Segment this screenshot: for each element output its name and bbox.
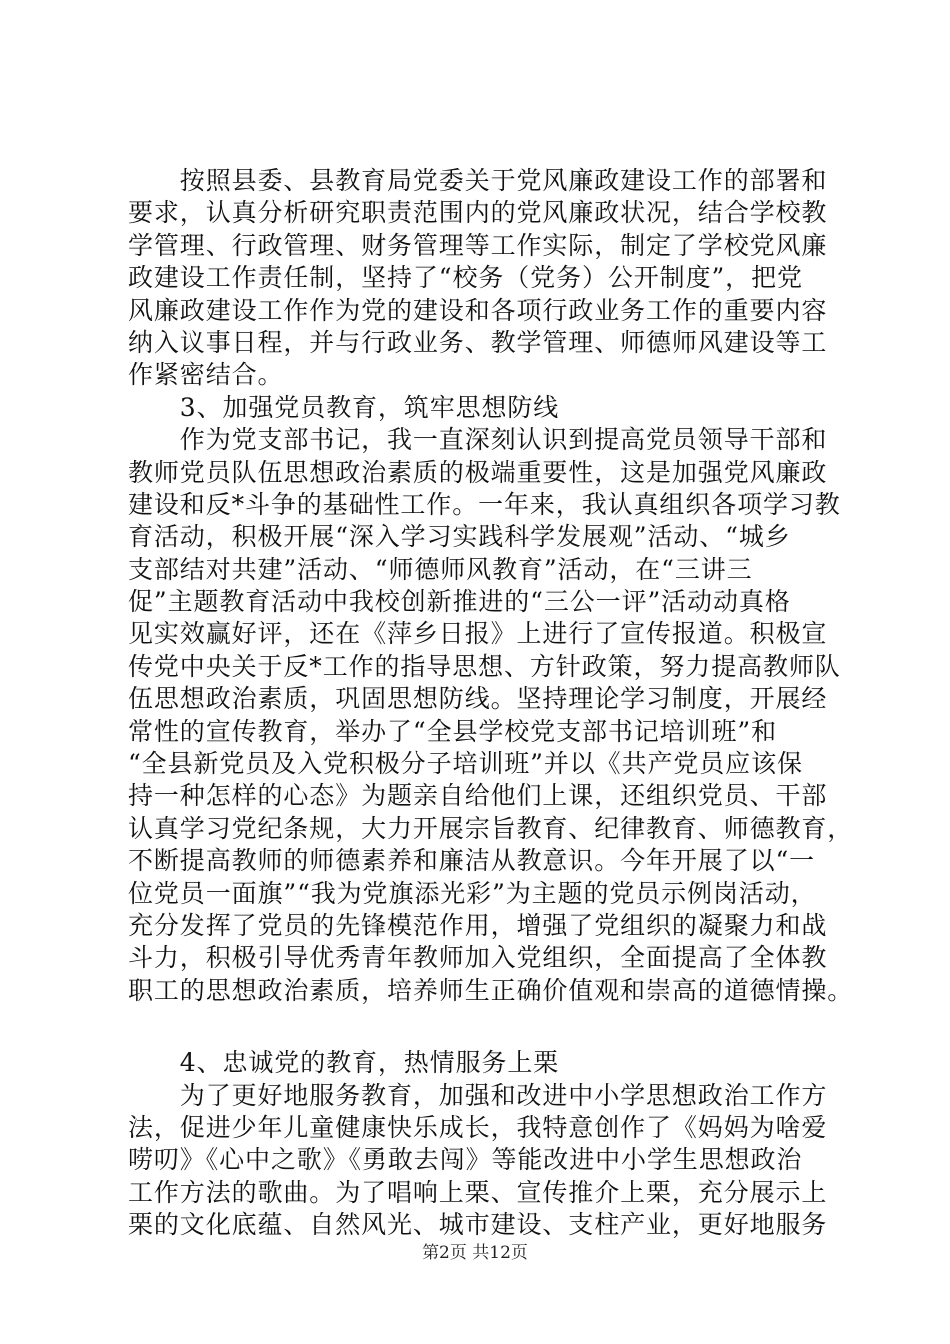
text-line: 伍思想政治素质，巩固思想防线。坚持理论学习制度，开展经: [128, 684, 828, 714]
text-line: 职工的思想政治素质，培养师生正确价值观和崇高的道德情操。: [128, 975, 854, 1005]
text-line: 建设和反*斗争的基础性工作。一年来，我认真组织各项学习教: [128, 489, 841, 519]
section-heading-3: 3、加强党员教育，筑牢思想防线: [128, 392, 560, 422]
text-line: 不断提高教师的师德素养和廉洁从教意识。今年开展了以“一: [128, 846, 816, 876]
text-line: 常性的宣传教育，举办了“全县学校党支部书记培训班”和: [128, 716, 777, 746]
text-line: 支部结对共建”活动、“师德师风教育”活动，在“三讲三: [128, 554, 753, 584]
text-line: 栗的文化底蕴、自然风光、城市建设、支柱产业，更好地服务: [128, 1210, 828, 1240]
text-line: 斗力，积极引导优秀青年教师加入党组织，全面提高了全体教: [128, 943, 828, 973]
page-number-footer: 第2页 共12页: [422, 1243, 528, 1263]
text-line: “全县新党员及入党积极分子培训班”并以《共产党员应该保: [128, 749, 803, 779]
text-line: 按照县委、县教育局党委关于党风廉政建设工作的部署和: [128, 166, 828, 195]
text-line: 为了更好地服务教育，加强和改进中小学思想政治工作方: [128, 1080, 828, 1110]
text-line: 学管理、行政管理、财务管理等工作实际，制定了学校党风廉: [128, 230, 828, 260]
text-line: 唠叨》《心中之歌》《勇敢去闯》等能改进中小学生思想政治: [128, 1145, 803, 1175]
text-line: 充分发挥了党员的先锋模范作用，增强了党组织的凝聚力和战: [128, 910, 828, 940]
text-line: 持一种怎样的心态》为题亲自给他们上课，还组织党员、干部: [128, 781, 828, 811]
text-line: 见实效赢好评，还在《萍乡日报》上进行了宣传报道。积极宣: [128, 619, 828, 649]
text-line: 认真学习党纪条规，大力开展宗旨教育、纪律教育、师德教育，: [128, 813, 854, 843]
text-line: 法，促进少年儿童健康快乐成长，我特意创作了《妈妈为啥爱: [128, 1112, 828, 1142]
section-heading-4: 4、忠诚党的教育，热情服务上栗: [128, 1048, 560, 1078]
text-line: 传党中央关于反*工作的指导思想、方针政策，努力提高教师队: [128, 651, 841, 681]
text-line: 纳入议事日程，并与行政业务、教学管理、师德师风建设等工: [128, 327, 828, 357]
text-line: 教师党员队伍思想政治素质的极端重要性，这是加强党风廉政: [128, 457, 828, 487]
text-line: 育活动，积极开展“深入学习实践科学发展观”活动、“城乡: [128, 522, 791, 552]
text-line: 政建设工作责任制，坚持了“校务（党务）公开制度”，把党: [128, 263, 803, 293]
text-line: 促”主题教育活动中我校创新推进的“三公一评”活动动真格: [128, 587, 791, 617]
text-line: 作为党支部书记，我一直深刻认识到提高党员领导干部和: [128, 425, 828, 455]
text-line: 工作方法的歌曲。为了唱响上栗、宣传推介上栗，充分展示上: [128, 1177, 828, 1207]
text-line: 作紧密结合。: [128, 360, 284, 390]
text-line: 位党员一面旗”“我为党旗添光彩”为主题的党员示例岗活动，: [128, 878, 817, 908]
paragraph-gap: [128, 1007, 832, 1047]
text-line: 要求，认真分析研究职责范围内的党风廉政状况，结合学校教: [128, 198, 828, 228]
text-line: 风廉政建设工作作为党的建设和各项行政业务工作的重要内容: [128, 295, 828, 325]
document-body: [128, 165, 854, 1242]
